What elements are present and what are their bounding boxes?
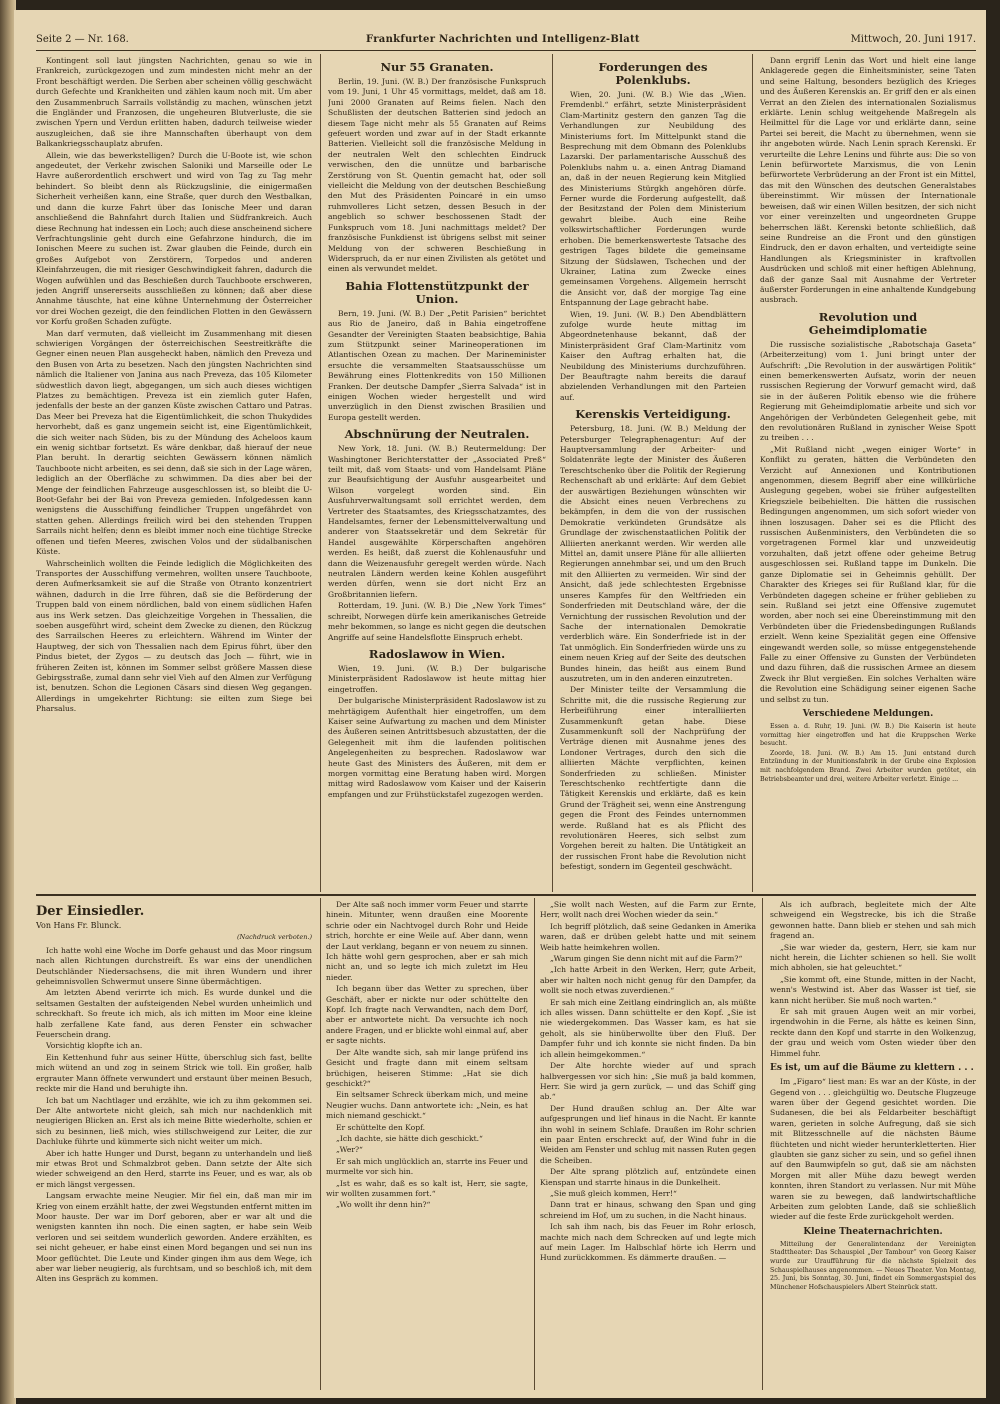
story-paragraph: Ich sah ihm nach, bis das Feuer im Rohr erlosch, machte mich nach dem Schrecken auf und legte mich auf mein Lager. Im Halbschlaf hörte ich Herrn und Hund zurückkommen. Es dämmerte draußen. —	[540, 1222, 756, 1263]
column-rule	[534, 898, 535, 1390]
story-paragraph: „Ist es wahr, daß es so kalt ist, Herr, sie sagte, wir wollten zusammen fort.“	[326, 1178, 528, 1198]
story-paragraph: Ein seltsamer Schreck überkam mich, und meine Neugier wuchs. Dann antwortete ich: „Nein, es hat mich niemand geschickt.“	[326, 1090, 528, 1121]
byline: Von Hans Fr. Blunck.	[36, 921, 122, 930]
story-paragraph: Am letzten Abend verirrte ich mich. Es wurde dunkel und die seltsamen Gestalten der aufsteigenden Nebel wurden unheimlich und schreckhaft. So freute ich mich, als ich mitten im Moor eine kleine halb zerfallene Kate fand, aus deren Fenster ein schwacher Feuerschein drang.	[36, 988, 312, 1040]
article-paragraph: Wien, 19. Juni. (W. B.) Der bulgarische Ministerpräsident Radoslawow ist heute mittag hier eingetroffen.	[328, 663, 546, 694]
article-paragraph: Die russische sozialistische „Rabotschaja Gaseta“ (Arbeiterzeitung) vom 1. Juni bringt unter der Aufschrift: „Die Revolution in der auswärtigen Politik“ einen bemerkenswerten Aufsatz, worin der neuen russischen Regierung der Vorwurf gemacht wird, daß sie in der äußeren Politik ebenso wie die frühere Regierung mit Geheimdiplomatie arbeite und sich vor Angehörigen der Verbündeten Gelegenheit gebe, mit den revolutionären Rußland in zynischer Weise Spott zu treiben . . .	[760, 339, 976, 443]
article-paragraph: Zoorde, 18. Juni. (W. B.) Am 15. Juni entstand durch Entzündung in der Munitionsfabrik in der Grube eine Explosion mit nachfolgendem Brand. Zwei Arbeiter wurden getötet, ein Betriebsbeamter und drei, weitere Arbeiter verletzt. Einige ...	[760, 749, 976, 783]
newspaper-page	[14, 10, 986, 1398]
story-paragraph: Der Alte saß noch immer vorm Feuer und starrte hinein. Mitunter, wenn draußen eine Moorente schrie oder ein Nachtvogel durch Rohr und Heide strich, horchte er eine Weile auf. Aber dann, wenn der Laut verklang, begann er von neuem zu sinnen. Ich hätte wohl gern gesprochen, aber er sah mich nicht an, und so legte ich mich zuletzt im Heu nieder.	[326, 900, 528, 982]
header-page-number: Seite 2 — Nr. 168.	[36, 34, 129, 45]
article-paragraph: Bern, 19. Juni. (W. B.) Der „Petit Parisien“ berichtet aus Rio de Janeiro, daß in Bahia eingetroffene Gesandter der Vereinigten Staaten beabsichtige, Bahia zum Stützpunkt seiner Marineoperationen im Atlantischen Ozean zu machen. Der Marineminister ersuchte die versammelten Staatsausschüsse um Bewährung eines Flottenkredits von 150 Millionen Franken. Der deutsche Dampfer „Sierra Salvada“ ist in einigen Wochen wieder hergestellt und wird unverzüglich in den Dienst zwischen Brasilien und Europa gestellt werden.	[328, 308, 546, 422]
story-paragraph: „Warum gingen Sie denn nicht mit auf die Farm?“	[550, 954, 743, 964]
headline-revolution: Revolution und Geheimdiplomatie	[808, 309, 928, 337]
headline-meldungen: Verschiedene Meldungen.	[802, 708, 934, 719]
article-paragraph: Man darf vermuten, daß vielleicht im Zusammenhang mit diesen schwierigen Vorgängen der österreichischen Seestreitkräfte die Gegner einen neuen Plan ausgeheckt haben, nämlich den Preveza und den Busen von Arta zu besetzen. Nach den jüngsten Nachrichten sind nämlich die Italiener von Janina aus nach Preveza, das 105 Kilometer südwestlich davon liegt, abgegangen, um sich auch dieses wichtigen Platzes zu bemächtigen. Preveza ist ein ziemlich guter Hafen, jedenfalls der beste an der ganzen Küste zwischen Cattaro und Patras. Das Meer bei Preveza hat die Eigentümlichkeit, die schon Thukydides hervorhebt, daß es ganz ungemein seicht ist, eine Eigentümlichkeit, die sich weiter nach Süden, bis zu der Mündung des Acheloos kaum ein wenig sichtbar fortsetzt. Es wäre denkbar, daß hierauf der neue Plan beruht. In derartig seichten Gewässern können nämlich Tauchboote nicht arbeiten, es sei denn, daß sie sich in der Lage wären, lediglich an der Oberfläche zu schwimmen. Da dies aber bei der Menge der feindlichen Fahrzeuge ausgeschlossen ist, so bleibt die U-Boot-Gefahr bei der Bai von Preveza gemieden. Infolgedessen kann wenigstens die Ausschiffung feindlicher Truppen ungefährdet von statten gehen. Allerdings freilich wird bei den stehenden Truppen Sarrails nicht helfen; denn es bleibt immer noch eine tüchtige Strecke offenen und tiefen Meeres, zwischen Volos und der südalbanischen Küste.	[36, 328, 312, 557]
article-paragraph: Wahrscheinlich wollten die Feinde lediglich die Möglichkeiten des Transportes der Ausschiffung vermehren, wollten unsere Tauchboote, deren Aufmerksamkeit sie auf die Straße von Otranto konzentriert wähnen, dadurch in die Irre führen, daß sie die Beförderung der Truppen bald von einem nördlichen, bald von einem südlichen Hafen aus ins Werk setzen. Das gleichzeitige Vorgehen in Thessalien, die soeben ausgeführt wird, scheint dem Zwecke zu dienen, den Rückzug des Sarrailschen Heeres zu erleichtern. Während im Winter der Hauptweg, der sich von Thessalien nach dem Epirus führt, über den Pindus bietet, der Zygos — zu deutsch das Joch — führt, wie in früheren Zeiten ist, können im Sommer selbst größere Massen diese Gebirgsstraße, zumal dann sehr viel Vieh auf den Almen zur Verfügung ist, benutzen. Schon die Legionen Cäsars sind diesen Weg gegangen. Allerdings in umgekehrter Richtung: sie eilten zum Siege bei Pharsalus.	[36, 558, 312, 714]
story-paragraph: „Sie wollt nach Westen, auf die Farm zur Ernte, Herr, wollt nach drei Wochen wieder da sein.“	[540, 900, 756, 920]
article-paragraph: New York, 18. Juni. (W. B.) Reutermeldung: Der Washingtoner Berichterstatter der „Associated Preß“ teilt mit, daß vom Staats- und vom Handelsamt Pläne zur Beaufsichtigung der Ausfuhr ausgearbeitet und Wilson vorgelegt worden sind. Ein Ausfuhrverwaltungsamt soll errichtet werden, dem Vertreter des Staatsamtes, des Kriegsschatzamtes, des Handelsamtes, ferner der Lebensmittelverwaltung und anderer von Staatssekretär und dem Sekretär für Handel ausgewählte Körperschaften angehören werden. Es heißt, daß zuerst die Kohlenausfuhr und dann die Weizenausfuhr geregelt werden würde. Nach neutralen Ländern werden keine Kohlen ausgeführt werden dürfen, wenn sie dort nicht Erz an Großbritannien liefern.	[328, 444, 546, 599]
story-paragraph: Als ich aufbrach, begleitete mich der Alte schweigend ein Wegstrecke, bis ich die Straße gewonnen hatte. Dann blieb er stehen und sah mich fragend an.	[770, 900, 976, 941]
headline-bahia: Bahia Flottenstützpunkt der Union.	[345, 278, 529, 306]
story-paragraph: Er sah mit grauen Augen weit an mir vorbei, irgendwohin in die Ferne, als hätte es keinen Sinn, reckte dann den Kopf und starrte in den Wolkenzug, der grau und weich vom Osten wieder über den Himmel fuhr.	[770, 1007, 976, 1058]
article-paragraph: Der bulgarische Ministerpräsident Radoslawow ist zu mehrtägigem Aufenthalt hier eingetroffen, um dem Kaiser seine Aufwartung zu machen und dem Minister des Äußeren seinen Antrittsbesuch abzustatten, der die Gelegenheit mit ihm die laufenden politischen Angelegenheiten zu besprechen. Radoslawow war heute Gast des Ministers des Äußeren, mit dem er morgen vormittag eine Beratung haben wird. Morgen mittag wird Radoslawow vom Kaiser und der Kaiserin empfangen und zur Frühstückstafel zugezogen werden.	[328, 696, 546, 799]
story-paragraph: Der Hund draußen schlug an. Der Alte war aufgesprungen und lief hinaus in die Nacht. Er kannte ihn wohl in seinem Schlafe. Draußen im Rohr schrien ein paar Enten erschreckt auf, der Wind fuhr in die Weiden am Fenster und schlug mit nassen Ruten gegen die Scheiben.	[540, 1103, 756, 1165]
headline-kerenski: Kerenskis Verteidigung.	[575, 407, 731, 422]
column-rule	[320, 54, 321, 892]
story-paragraph: Er schüttelte den Kopf.	[336, 1122, 426, 1132]
story-paragraph: „Sie kommt oft, eine Stunde, mitten in der Nacht, wenn's Westwind ist. Aber das Wasser ist tief, sie kann nicht herüber. Sie muß noch warten.“	[770, 974, 976, 1005]
story-paragraph: Dann trat er hinaus, schwang den Span und ging schreiend im Hof, um zu suchen, in die Nacht hinaus.	[540, 1200, 756, 1220]
story-paragraph: Vorsichtig klopfte ich an.	[46, 1041, 143, 1051]
headline-baeume: Es ist, um auf die Bäume zu klettern . . .	[770, 1063, 974, 1074]
column-4	[760, 56, 976, 890]
feuilleton-column-2	[326, 900, 528, 1388]
story-paragraph: Er sah mich unglücklich an, starrte ins Feuer und murmelte vor sich hin.	[326, 1156, 528, 1177]
column-rule	[752, 54, 753, 892]
story-paragraph: Ich bat um Nachtlager und erzählte, wie ich zu ihm gekommen sei. Der Alte antwortete nicht gleich, sah mich nur nachdenklich mit neugierigen Blicken an. Erst als ich meine Bitte wiederholte, schien er sich zu besinnen, ließ mich, wies stillschweigend zur Leiter, die zur Dachluke führte und kümmerte sich nicht weiter um mich.	[36, 1095, 312, 1147]
article-paragraph: Der Minister teilte der Versammlung die Schritte mit, die die russische Regierung zur Herbeiführung einer interalliierten Zusammenkunft getan habe. Diese Zusammenkunft soll der Nachprüfung der Verträge dienen mit Ausnahme jenes des Londoner Vertrages, durch den sich die alliierten Mächte verpflichten, keinen Sonderfrieden zu schließen. Minister Tereschtschenko rechtfertigte dann die Tätigkeit Kerenskis und erklärte, daß es kein Grund der Trägheit sei, wenn eine Anstrengung gegen die Front des Feindes unternommen werde. Rußland hat es als Pflicht des revolutionären Heeres, sich selbst zum Vorgehen bereit zu halten. Die Untätigkeit an der russischen Front habe die Revolution nicht befestigt, sondern im Gegenteil geschwächt.	[560, 685, 746, 872]
story-paragraph: „Wo wollt ihr denn hin?“	[336, 1200, 431, 1210]
headline-theater: Kleine Theaternachrichten.	[803, 1226, 943, 1237]
story-paragraph: Ich begriff plötzlich, daß seine Gedanken in Amerika waren, daß er drüben gelebt hatte und mit seinem Weib hatte heimkehren wollen.	[540, 921, 756, 952]
article-paragraph: Kontingent soll laut jüngsten Nachrichten, genau so wie in Frankreich, zurückgezogen und zum mindesten nicht mehr an der Front beschäftigt werden. Die Serben aber scheinen völlig geschwächt durch Gefechte und Krankheiten und zählen kaum noch mit. Um aber den Zusammenbruch Sarrails vollständig zu machen, wünschen jetzt die Engländer und Franzosen, die ungeheuren Blutverluste, die sie zwischen Ypern und Verdun erlitten haben, dadurch teilweise wieder auszugleichen, daß sie ihre Mannschaften überhaupt von dem Balkankriegsschauplatz abrufen.	[36, 56, 312, 149]
feuilleton-column-1	[36, 900, 312, 1388]
headline-neutralen: Abschnürung der Neutralen.	[344, 427, 530, 442]
story-paragraph: Ein Kettenhund fuhr aus seiner Hütte, überschlug sich fast, bellte mich wütend an und zog in seinem Strick wie toll. Ein großer, halb ergrauter Mann öffnete verwundert und erstaunt über meinen Besuch, reckte mir die Hand und beruhigte ihn.	[36, 1052, 312, 1094]
story-paragraph: „Sie war wieder da, gestern, Herr, sie kam nur nicht herein, die Lichter schienen so hell. Sie wollt mich abholen, sie hat geleuchtet.“	[770, 942, 976, 973]
story-paragraph: Er sah mich eine Zeitlang eindringlich an, als müßte ich alles wissen. Dann schüttelte er den Kopf. „Sie ist nie wiedergekommen. Das Wasser kam, es hat sie geholt, als sie hinüberwollte über den Fluß. Der Dampfer fuhr und ich konnte sie nicht finden. Da bin ich allein heimgekommen.“	[540, 997, 756, 1059]
headline-nur-55-granaten: Nur 55 Granaten.	[380, 60, 494, 74]
article-paragraph: Mitteilung der Generalintendanz der Vereinigten Stadttheater: Das Schauspiel „Der Tambour“ von Georg Kaiser wurde zur Uraufführung für die nächste Spielzeit des Schauspielhauses angenommen. — Neues Theater. Von Montag, 25. Juni, bis Sonntag, 30. Juni, findet ein Sommergastspiel des Münchener Hofschauspielers Albert Steinrück statt.	[770, 1240, 976, 1291]
page-header	[36, 32, 976, 51]
headline-einsiedler: Der Einsiedler.	[36, 904, 145, 919]
article-paragraph: Wien, 19. Juni. (W. B.) Den Abendblättern zufolge wurde heute mittag im Abgeordnetenhause bekannt, daß der Ministerpräsident Graf Clam-Martinitz vom Kaiser den Auftrag erhalten hat, die Neubildung des Ministeriums durchzuführen. Der Beauftragte nahm bereits die darauf abzielenden Verhandlungen mit den Parteien auf.	[560, 309, 746, 402]
article-paragraph: Allein, wie das bewerkstelligen? Durch die U-Boote ist, wie schon angedeutet, der Verkehr zwischen Saloniki und Marseille oder Le Havre außerordentlich erschwert und wird von Tag zu Tag mehr behindert. So bleibt denn als Rückzugslinie, die einigermaßen Sicherheit verheißen kann, eine Straße, quer durch den Westbalkan, und dann die kurze Fahrt über das Ionische Meer und daran anschließend die Bahnfahrt durch Italien und Südfrankreich. Auch diese Rechnung hat indessen ein Loch; auch diese anscheinend sichere Verfrachtungslinie geht durch eine Gefahrzone hindurch, die im Ionischen Meere zu suchen ist. Zwar glauben die Feinde, durch ein großes Aufgebot von Zerstörern, Torpedos und anderen Kleinfahrzeugen, die mit riesiger Geschwindigkeit fahren, dadurch die Wogen aufwühlen und das Beschießen durch Tauchboote erschweren, jeden Angriff unsererseits ausschließen zu können; daß aber diese Annahme täuschte, hat eine kühne Unternehmung der Österreicher vor drei Wochen gezeigt, die den feindlichen Flotten in den Gewässern vor Korfu großen Schaden zufügte.	[36, 150, 312, 327]
feuilleton-column-4	[770, 900, 976, 1388]
headline-polenklub: Forderungen des Polenklubs.	[598, 60, 708, 87]
headline-radoslawow: Radoslawow in Wien.	[368, 646, 506, 661]
article-paragraph: Dann ergriff Lenin das Wort und hielt eine lange Anklagerede gegen die Einheitsminister, seine Taten und seine Haltung, besonders bezüglich des Krieges und des Äußeren Kerenskis an. Er griff den er als einen Verrat an den Zielen des internationalen Sozialismus erklärte. Lenin schlug weitgehende Maßregeln als Heilmittel für die Lage vor und erklärte dann, seine Partei sei bereit, die Macht zu übernehmen, wenn sie ihr angeboten würde. Nach Lenin sprach Kerenski. Er verurteilte die Lehre Lenins und führte aus: Die so von Lenin befürwortete Marxismus, die von Lenin befürwortete Verbrüderung an der Front ist ein Mittel, das mit den Wünschen des deutschen Generalstabes übereinstimmt. Wir müssen der Internationale beweisen, daß wir einen Willen besitzen, der sich nicht vor einer vereinzelten und ungeordneten Gruppe beherrschen läßt. Kerenski betonte schließlich, daß seine Rundreise an die Front und den günstigen Eindruck, den er davon erhalten, und verteidigte seine Handlungen als Kriegsminister in kraftvollen Ausdrücken und schloß mit einer heftigen Ablehnung, daß der ganze Saal mit Ausnahme der Vertreter äußerster Forderungen in eine anhaltende Kundgebung ausbrach.	[760, 56, 976, 305]
column-rule	[552, 54, 553, 892]
column-rule	[762, 898, 763, 1390]
story-paragraph: Langsam erwachte meine Neugier. Mir fiel ein, daß man mir im Krieg von einem erzählt hatte, der zwei Wegstunden entfernt mitten im Moor hauste. Der war im Dorf geboren, aber er war alt und die wenigsten kannten ihn noch. Die einen sagten, er habe sein Weib verloren und sei seitdem wunderlich geworden. Andere erzählten, es sei nicht geheuer, er habe einst einen Mord begangen und sei nun ins Moor geflüchtet. Die Leute und Kinder gingen ihm aus dem Wege, ich aber war lieber neugierig, als furchtsam, und so beschloß ich, mit dem Alten ins Gespräch zu kommen.	[36, 1191, 312, 1284]
column-1	[36, 56, 312, 890]
feuilleton-column-3	[540, 900, 756, 1388]
story-paragraph: Ich begann über das Wetter zu sprechen, über Geschäft, aber er nickte nur oder schüttelte den Kopf. Ich fragte nach Verwandten, nach dem Dorf, aber er antwortete nicht. Da versuchte ich noch andere Fragen, und er blickte wohl einmal auf, aber er sagte nichts.	[326, 984, 528, 1046]
story-paragraph: „Wer?“	[336, 1145, 363, 1155]
column-2	[328, 56, 546, 890]
article-paragraph: Petersburg, 18. Juni. (W. B.) Meldung der Petersburger Telegraphenagentur: Auf der Hauptversammlung der Arbeiter- und Soldatenräte legte der Minister des Äußeren Tereschtschenko über die Politik der Regierung Rechenschaft ab und erklärte: Auf dem Gebiet der auswärtigen Beziehungen wünschten wir die Absicht eines neuen Verbrechens zu bekämpfen, in dem die von der russischen Demokratie verkündeten Grundsätze als Grundlage der zwischenstaatlichen Politik der Alliierten anerkannt werden. Wir werden alle Mittel an, damit unsere Pläne für alle alliierten Regierungen annehmbar sei, und um den Bruch mit den Alliierten zu vermeiden. Wir sind der Ansicht, daß jede schlechtesten Ergebnisse unseres Kampfes für den Weltfrieden ein Sonderfrieden mit Deutschland wäre, der die Vernichtung der russischen Revolution und der Sache der internationalen Demokratie verderblich wäre. Ein Sonderfriede ist in der Tat unmöglich. Ein Sonderfrieden würde uns zu einem neuen Krieg auf der Seite des deutschen Bundes hinein, das heißt aus einem Bund auszutreten, um in den anderen einzutreten.	[560, 424, 746, 683]
story-paragraph: „Ich dachte, sie hätte dich geschickt.“	[336, 1133, 483, 1143]
article-paragraph: Wien, 20. Juni. (W. B.) Wie das „Wien. Fremdenbl.“ erfährt, setzte Ministerpräsident Clam-Martinitz gestern den ganzen Tag die Verhandlungen zur Neubildung des Ministeriums fort. Im Mittelpunkt stand die Besprechung mit dem Obmann des Polenklubs Lazarski. Der parlamentarische Ausschuß des Polenklubs nahm u. a. einen Antrag Diamand an, daß in der neuen Regierung kein Mitglied des Ministeriums Stürgkh angehören dürfe. Ferner wurde die Forderung aufgestellt, daß der Besitzstand der Polen dem Ministerium gewahrt bleibe. Auch eine Reihe volkswirtschaftlicher Forderungen wurde erhoben. Die bemerkenswerteste Tatsache des gestrigen Tages bildete die gemeinsame Sitzung der Südslawen, Tschechen und der Ukrainer, Latina zum Zwecke eines gemeinsamen Vorgehens. Allgemein herrscht die Ansicht vor, daß der morgige Tag eine Entspannung der Lage gebracht habe.	[560, 90, 746, 308]
story-paragraph: „Ich hatte Arbeit in den Werken, Herr, gute Arbeit, aber wir halten noch nicht genug für den Dampfer, da wollt sie noch etwas zuverdienen.“	[540, 965, 756, 996]
reprint-note: (Nachdruck verboten.)	[237, 933, 312, 942]
story-paragraph: Der Alte sprang plötzlich auf, entzündete einen Kienspan und starrte hinaus in die Dunkelheit.	[540, 1167, 756, 1187]
article-paragraph: „Mit Rußland nicht „wegen einiger Worte“ in Konflikt zu geraten, hätten die Verbündeten den Verzicht auf Annexionen und Kontributionen angenommen, diesem Begriff aber eine willkürliche Auslegung gegeben, wobei sie früher aufgestellten Kriegsziele beibehielten. Die hätten die russischen Bedingungen angenommen, um sich sofort wieder von ihnen loszusagen. Daher sei es die Pflicht des russischen Außenministers, den Verbündeten die so vorgetragenen Formel klar und unzweideutig vorzuhalten, daß jetzt offene oder geheime Betrug ausgeschlossen sei. Rußland tappe im Dunkeln. Die ganze Diplomatie sei in Geheimnis gehüllt. Der Charakter des Krieges sei für Rußland klar, für die Verbündeten dagegen scheine er früher geblieben zu sein. Rußland sei jetzt eine Offensive zugemutet worden, aber noch sei eine Übereinstimmung mit den Verbündeten über die Friedensbedingungen Rußlands erzielt. Wenn keine Spezialität gegen eine Offensive eingewandt werden solle, so müsse entgegenstehende Falle zu einer Offensive zu Gunsten der Verbündeten und dazu führen, daß die russischen Armee an diesem Zweck ihr Blut vergießen. Ein solches Verhalten wäre die Revolution eine Schädigung seiner eigenen Sache und selbst zu tun.	[760, 444, 976, 704]
story-paragraph: Der Alte wandte sich, sah mir lange prüfend ins Gesicht und fragte dann mit einem seltsam brüchigen, heiseren Stimme: „Hat sie dich geschickt?“	[326, 1047, 528, 1088]
article-paragraph: Essen a. d. Ruhr, 19. Juni. (W. B.) Die Kaiserin ist heute vormittag hier eingetroffen und hat die Kruppschen Werke besucht.	[760, 722, 976, 748]
article-paragraph: Im „Figaro“ liest man: Es war an der Küste, in der Gegend von . . . gleichgültig wo. Deutsche Flugzeuge waren über der Gegend gesichtet worden. Die Sudanesen, die bei als Feldarbeiter beschäftigt waren, gerieten in solche Aufregung, daß sie sich mit Blitzesschnelle auf die nächsten Bäume flüchteten und nicht wieder herunterkletterten. Hier glaubten sie ganz sicher zu sein, und so gefiel ihnen auf den Baumwipfeln so gut, daß sie am nächsten Morgen mit aller Mühe dazu bewegt werden konnten, ihren Standort zu verlassen. Nur mit Mühe waren sie zu bewegen, daß landwirtschaftliche Arbeiten zum gelobten Lande, daß sie schließlich wieder auf die feste Erde zurückgeholt werden.	[770, 1077, 976, 1222]
story-paragraph: Der Alte horchte wieder auf und sprach halbvergessen vor sich hin: „Sie muß ja bald kommen, Herr. Sie wird ja gern zurück, — und das Schiff ging ab.“	[540, 1061, 756, 1102]
article-paragraph: Rotterdam, 19. Juni. (W. B.) Die „New York Times“ schreibt, Norwegen dürfe kein amerikanisches Getreide mehr bekommen, so lange es nicht gegen die deutschen Angriffe auf seine Handelsflotte Einspruch erhebt.	[328, 601, 546, 642]
story-paragraph: Aber ich hatte Hunger und Durst, begann zu unterhandeln und ließ mir etwas Brot und Schmalzbrot geben. Dann setzte der Alte sich wieder schweigend an den Herd, starrte ins Feuer, und es war, als ob er mich längst vergessen.	[36, 1148, 312, 1189]
feuilleton-divider	[36, 894, 976, 896]
story-paragraph: Ich hatte wohl eine Woche im Dorfe gehaust und das Moor ringsum nach allen Richtungen durchstreift. Es war eins der unendlichen Deutschländer Niedersachsens, die mit ihren Wundern und ihrer geheimnisvollen Schwermut unsere Sinne übermächtigen.	[36, 945, 312, 987]
article-paragraph: Berlin, 19. Juni. (W. B.) Der französische Funkspruch vom 19. Juni, 1 Uhr 45 vormittags, meldet, daß am 18. Juni 2000 Granaten auf Reims fielen. Nach den Schußlisten der deutschen Batterien sind jedoch an diesem Tage nicht mehr als 55 Granaten auf Reims gefeuert worden und zwar auf in der Stadt erkannte Batterien. Vielleicht soll die französische Meldung in der neutralen Welt den schlechten Eindruck verwischen, den die unnütze und barbarische Zerstörung von St. Quentin gemacht hat, oder soll vielleicht die Meldung von der deutschen Beschießung den Mut des Präsidenten Poincaré in ein umso ruhmvolleres Licht setzen, dessen Besuch in der angeblich so schwer beschossenen Stadt der Funkspruch vom 18. Juni nachmittags meldet? Der französische Funkdienst ist übrigens selbst mit seiner Meldung von der schweren Beschießung in Widerspruch, da er nur einen Zivilisten als getötet und einen als verwundet meldet.	[328, 77, 546, 274]
column-rule	[320, 898, 321, 1390]
story-paragraph: „Sie muß gleich kommen, Herr!“	[550, 1188, 677, 1198]
column-3	[560, 56, 746, 890]
header-date: Mittwoch, 20. Juni 1917.	[850, 34, 976, 45]
header-masthead: Frankfurter Nachrichten und Intelligenz-Blatt	[366, 34, 640, 45]
